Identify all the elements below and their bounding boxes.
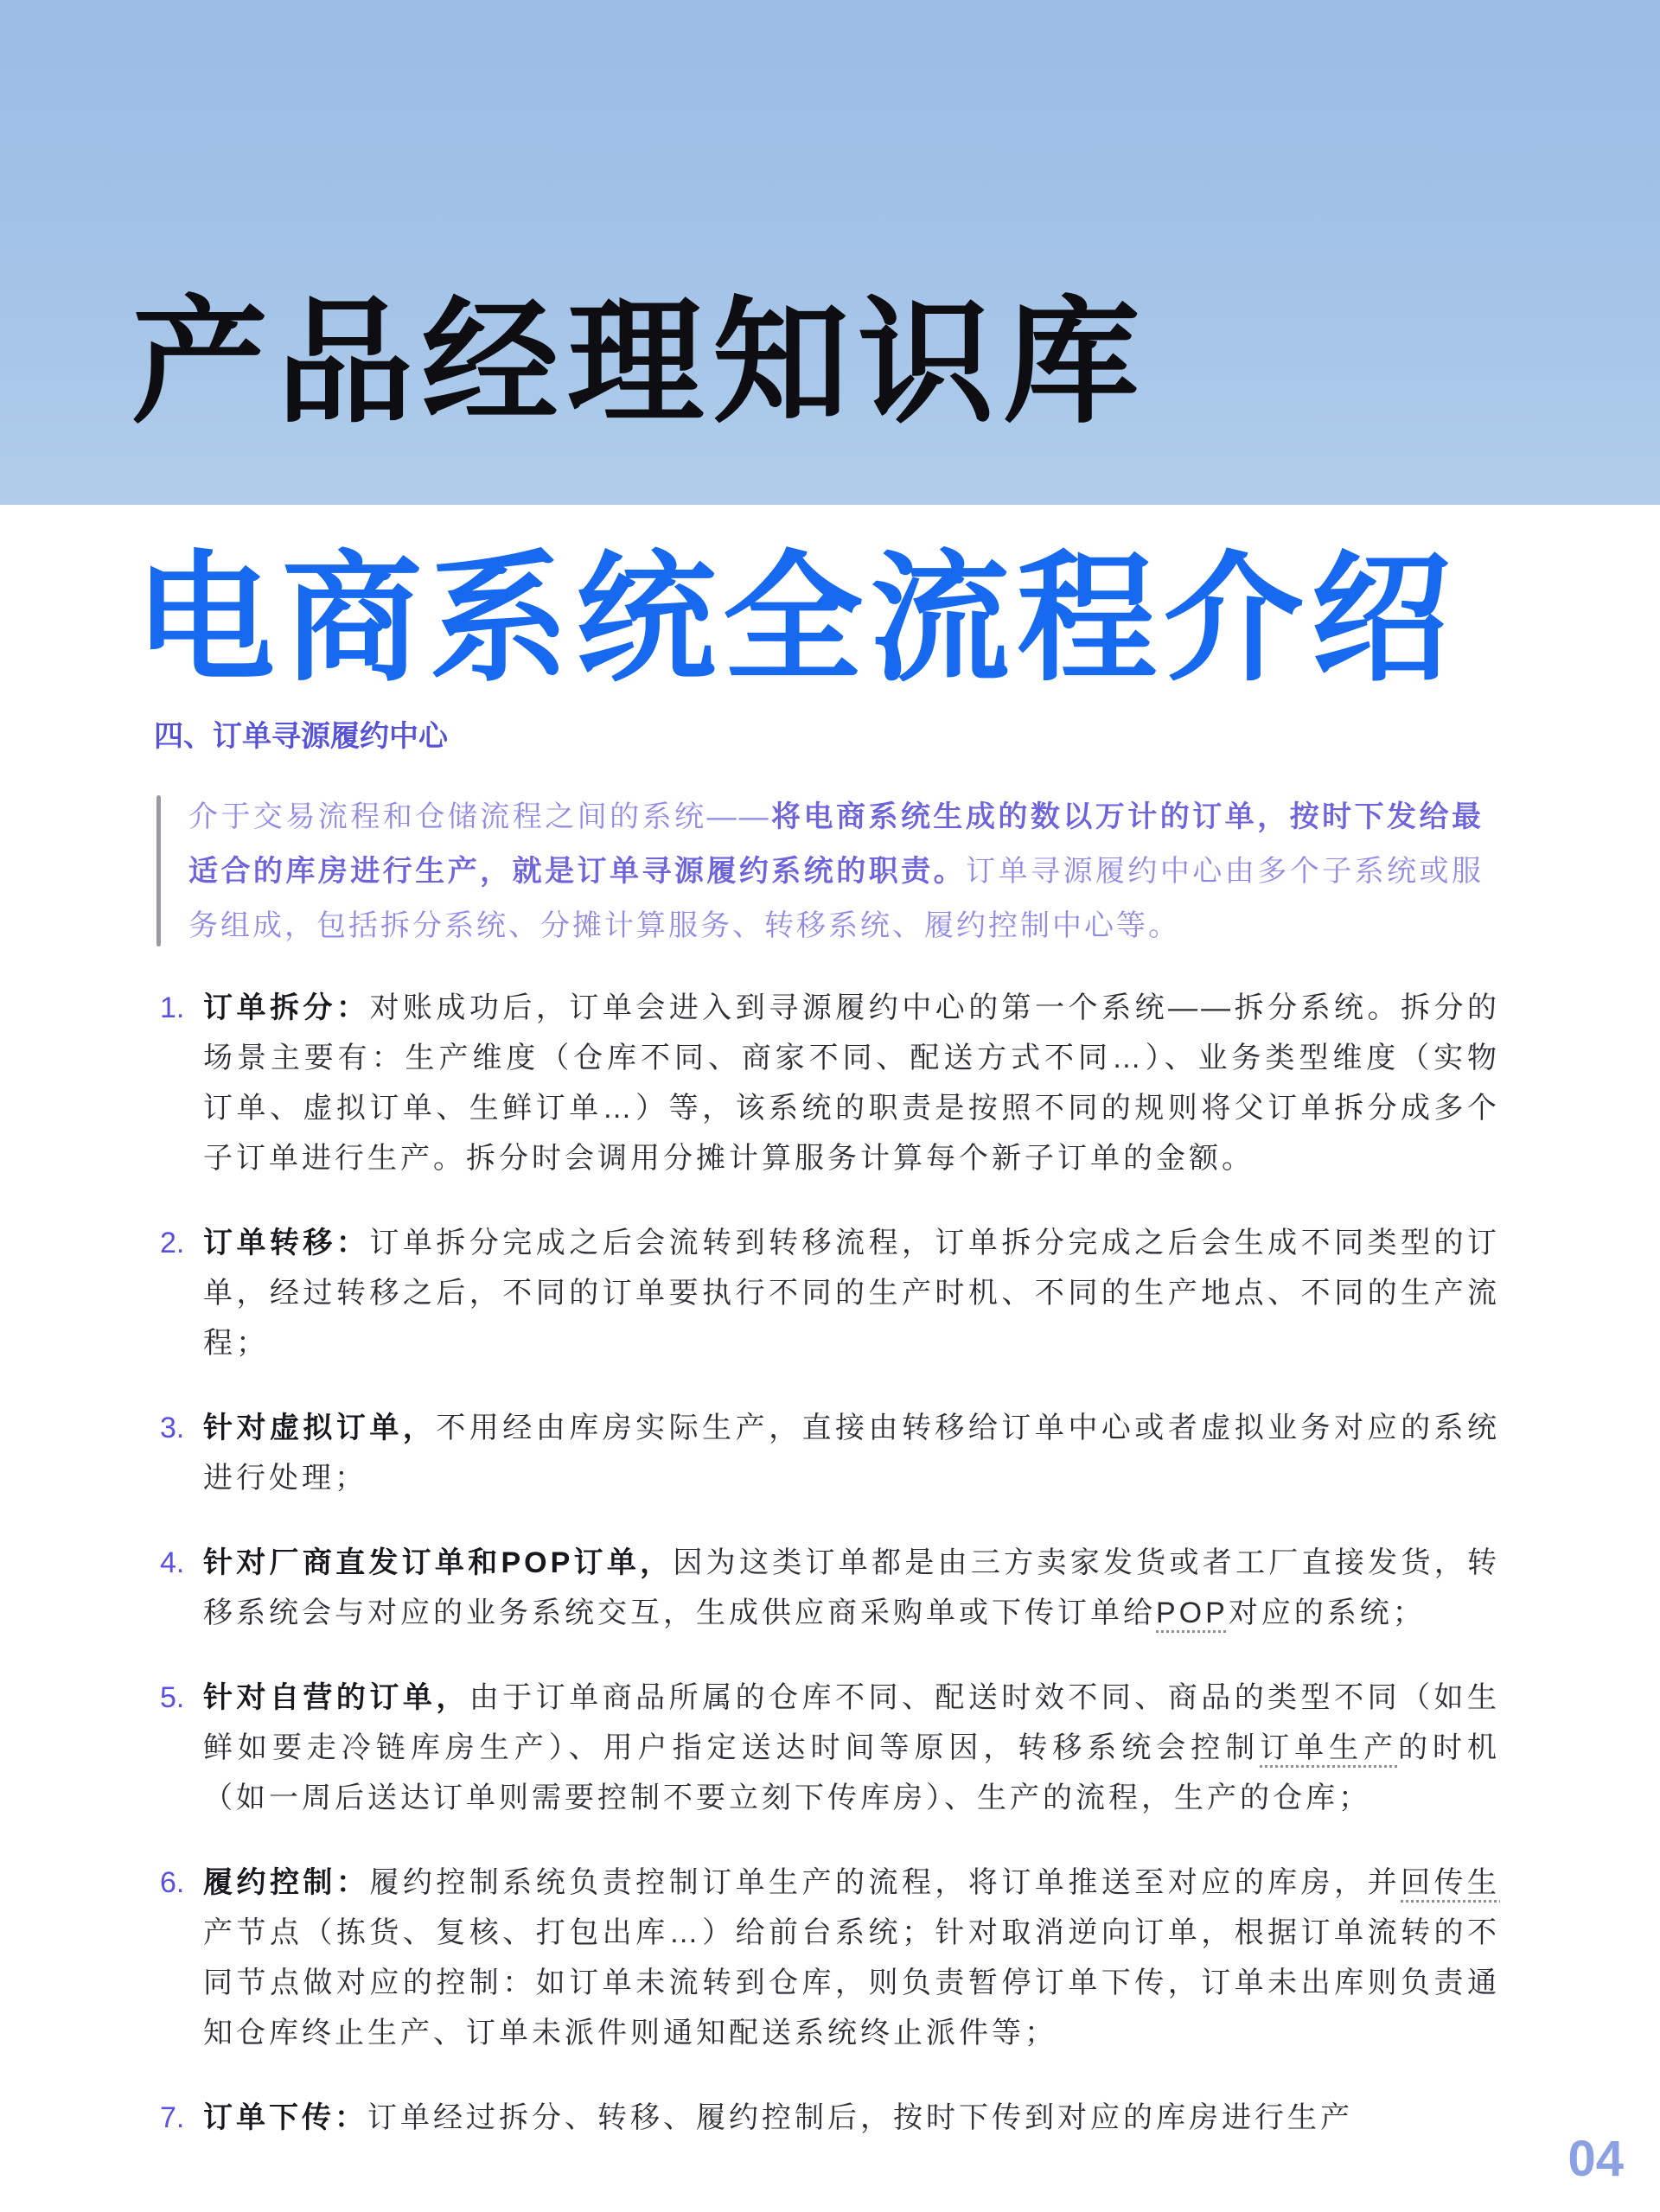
item-body-text: 对账成功后，订单会进入到寻源履约中心的第一个系统——拆分系统。拆分的场景主要有：生产维度（仓库不同、商家不同、配送方式不同…）、业务类型维度（实物订单、虚拟订单、生鲜订单…）等，该系统的职责是按照不同的规则将父订单拆分成多个子订单进行生产。拆分时会调用分摊计算服务计算每个新子订单的金额。: [203, 991, 1501, 1176]
item-body: [203, 991, 1500, 1175]
list-item: [160, 1673, 1500, 1823]
quote-segment: 介于交易流程和仓储流程之间的系统——: [188, 800, 771, 834]
section-heading: 四、订单寻源履约中心: [154, 720, 448, 754]
item-number: 5.: [160, 1681, 185, 1715]
item-body: [203, 1866, 1500, 2049]
content-area: [0, 541, 1660, 2143]
item-number: 2.: [160, 1227, 185, 1260]
item-number: 4.: [160, 1546, 185, 1580]
page-title: 产品经理知识库: [131, 287, 1148, 439]
item-body-text: 因为这类订单都是由三方卖家发货或者工厂直接发货，转移系统会与对应的业务系统交互，生成供应商采购单或下传订单给: [203, 1546, 1500, 1630]
item-body-underlined: 订单生产: [1260, 1731, 1399, 1765]
item-body: [367, 2101, 1353, 2134]
item-body-underlined: 回传生: [1401, 1866, 1501, 1900]
item-body-text: 的时机（如一周后送达订单则需要控制不要立刻下传库房）、生产的流程，生产的仓库；: [203, 1731, 1501, 1815]
list-item: [160, 2093, 1500, 2143]
item-body: [203, 1227, 1500, 1360]
item-body-text: 履约控制系统负责控制订单生产的流程，将订单推送至对应的库房，并: [369, 1866, 1401, 1900]
item-body-text: 由于订单商品所属的仓库不同、配送时效不同、商品的类型不同（如生鲜如要走冷链库房生产）、用户指定送达时间等原因，转移系统会控制: [203, 1681, 1501, 1765]
item-body-text: 对应的系统；: [1228, 1597, 1426, 1630]
quote-bold-segment: 将电商系统生成的数以万计的订单，按时下发给最适合的库房进行生产，就是订单寻源履约系统的职责。: [188, 800, 1484, 889]
item-lead: 订单转移：: [203, 1227, 370, 1260]
item-number: 7.: [160, 2101, 185, 2135]
list-item: [160, 1538, 1500, 1638]
item-number: 1.: [160, 991, 185, 1025]
item-body-text: 产节点（拣货、复核、打包出库…）给前台系统；针对取消逆向订单，根据订单流转的不同节点做对应的控制：如订单未流转到仓库，则负责暂停订单下传，订单未出库则负责通知仓库终止生产、订单未派件则通知配送系统终止派件等；: [203, 1916, 1500, 2050]
item-lead: 履约控制：: [203, 1866, 370, 1900]
hero-header: [0, 0, 1660, 505]
list-item: [160, 1218, 1500, 1368]
item-lead: 订单下传：: [203, 2101, 367, 2135]
item-number: 6.: [160, 1866, 185, 1900]
intro-quote-text: [188, 790, 1484, 953]
item-lead: 订单拆分：: [203, 991, 370, 1025]
subtitle: 电商系统全流程介绍: [135, 541, 1458, 698]
item-body-text: 订单拆分完成之后会流转到转移流程，订单拆分完成之后会生成不同类型的订单，经过转移之后，不同的订单要执行不同的生产时机、不同的生产地点、不同的生产流程；: [203, 1227, 1501, 1361]
list-item: [160, 1858, 1500, 2058]
list-item: [160, 1403, 1500, 1503]
item-lead: 针对虚拟订单，: [203, 1412, 437, 1445]
page-number: 04: [1567, 2131, 1624, 2187]
item-body-underlined: POP: [1156, 1597, 1229, 1630]
item-body-text: 不用经由库房实际生产，直接由转移给订单中心或者虚拟业务对应的系统进行处理；: [203, 1412, 1501, 1495]
list-item: [160, 983, 1500, 1183]
quote-left-bar: [156, 795, 161, 947]
item-body-text: 订单经过拆分、转移、履约控制后，按时下传到对应的库房进行生产: [367, 2101, 1353, 2135]
quote-segment: 订单寻源履约中心由多个子系统或服务组成，包括拆分系统、分摊计算服务、转移系统、履约控制中心等。: [188, 855, 1484, 943]
intro-quote: [156, 790, 1484, 953]
process-list: [160, 983, 1500, 2143]
item-number: 3.: [160, 1412, 185, 1445]
item-lead: 针对自营的订单，: [203, 1681, 469, 1715]
item-lead: 针对厂商直发订单和POP订单，: [203, 1546, 674, 1580]
